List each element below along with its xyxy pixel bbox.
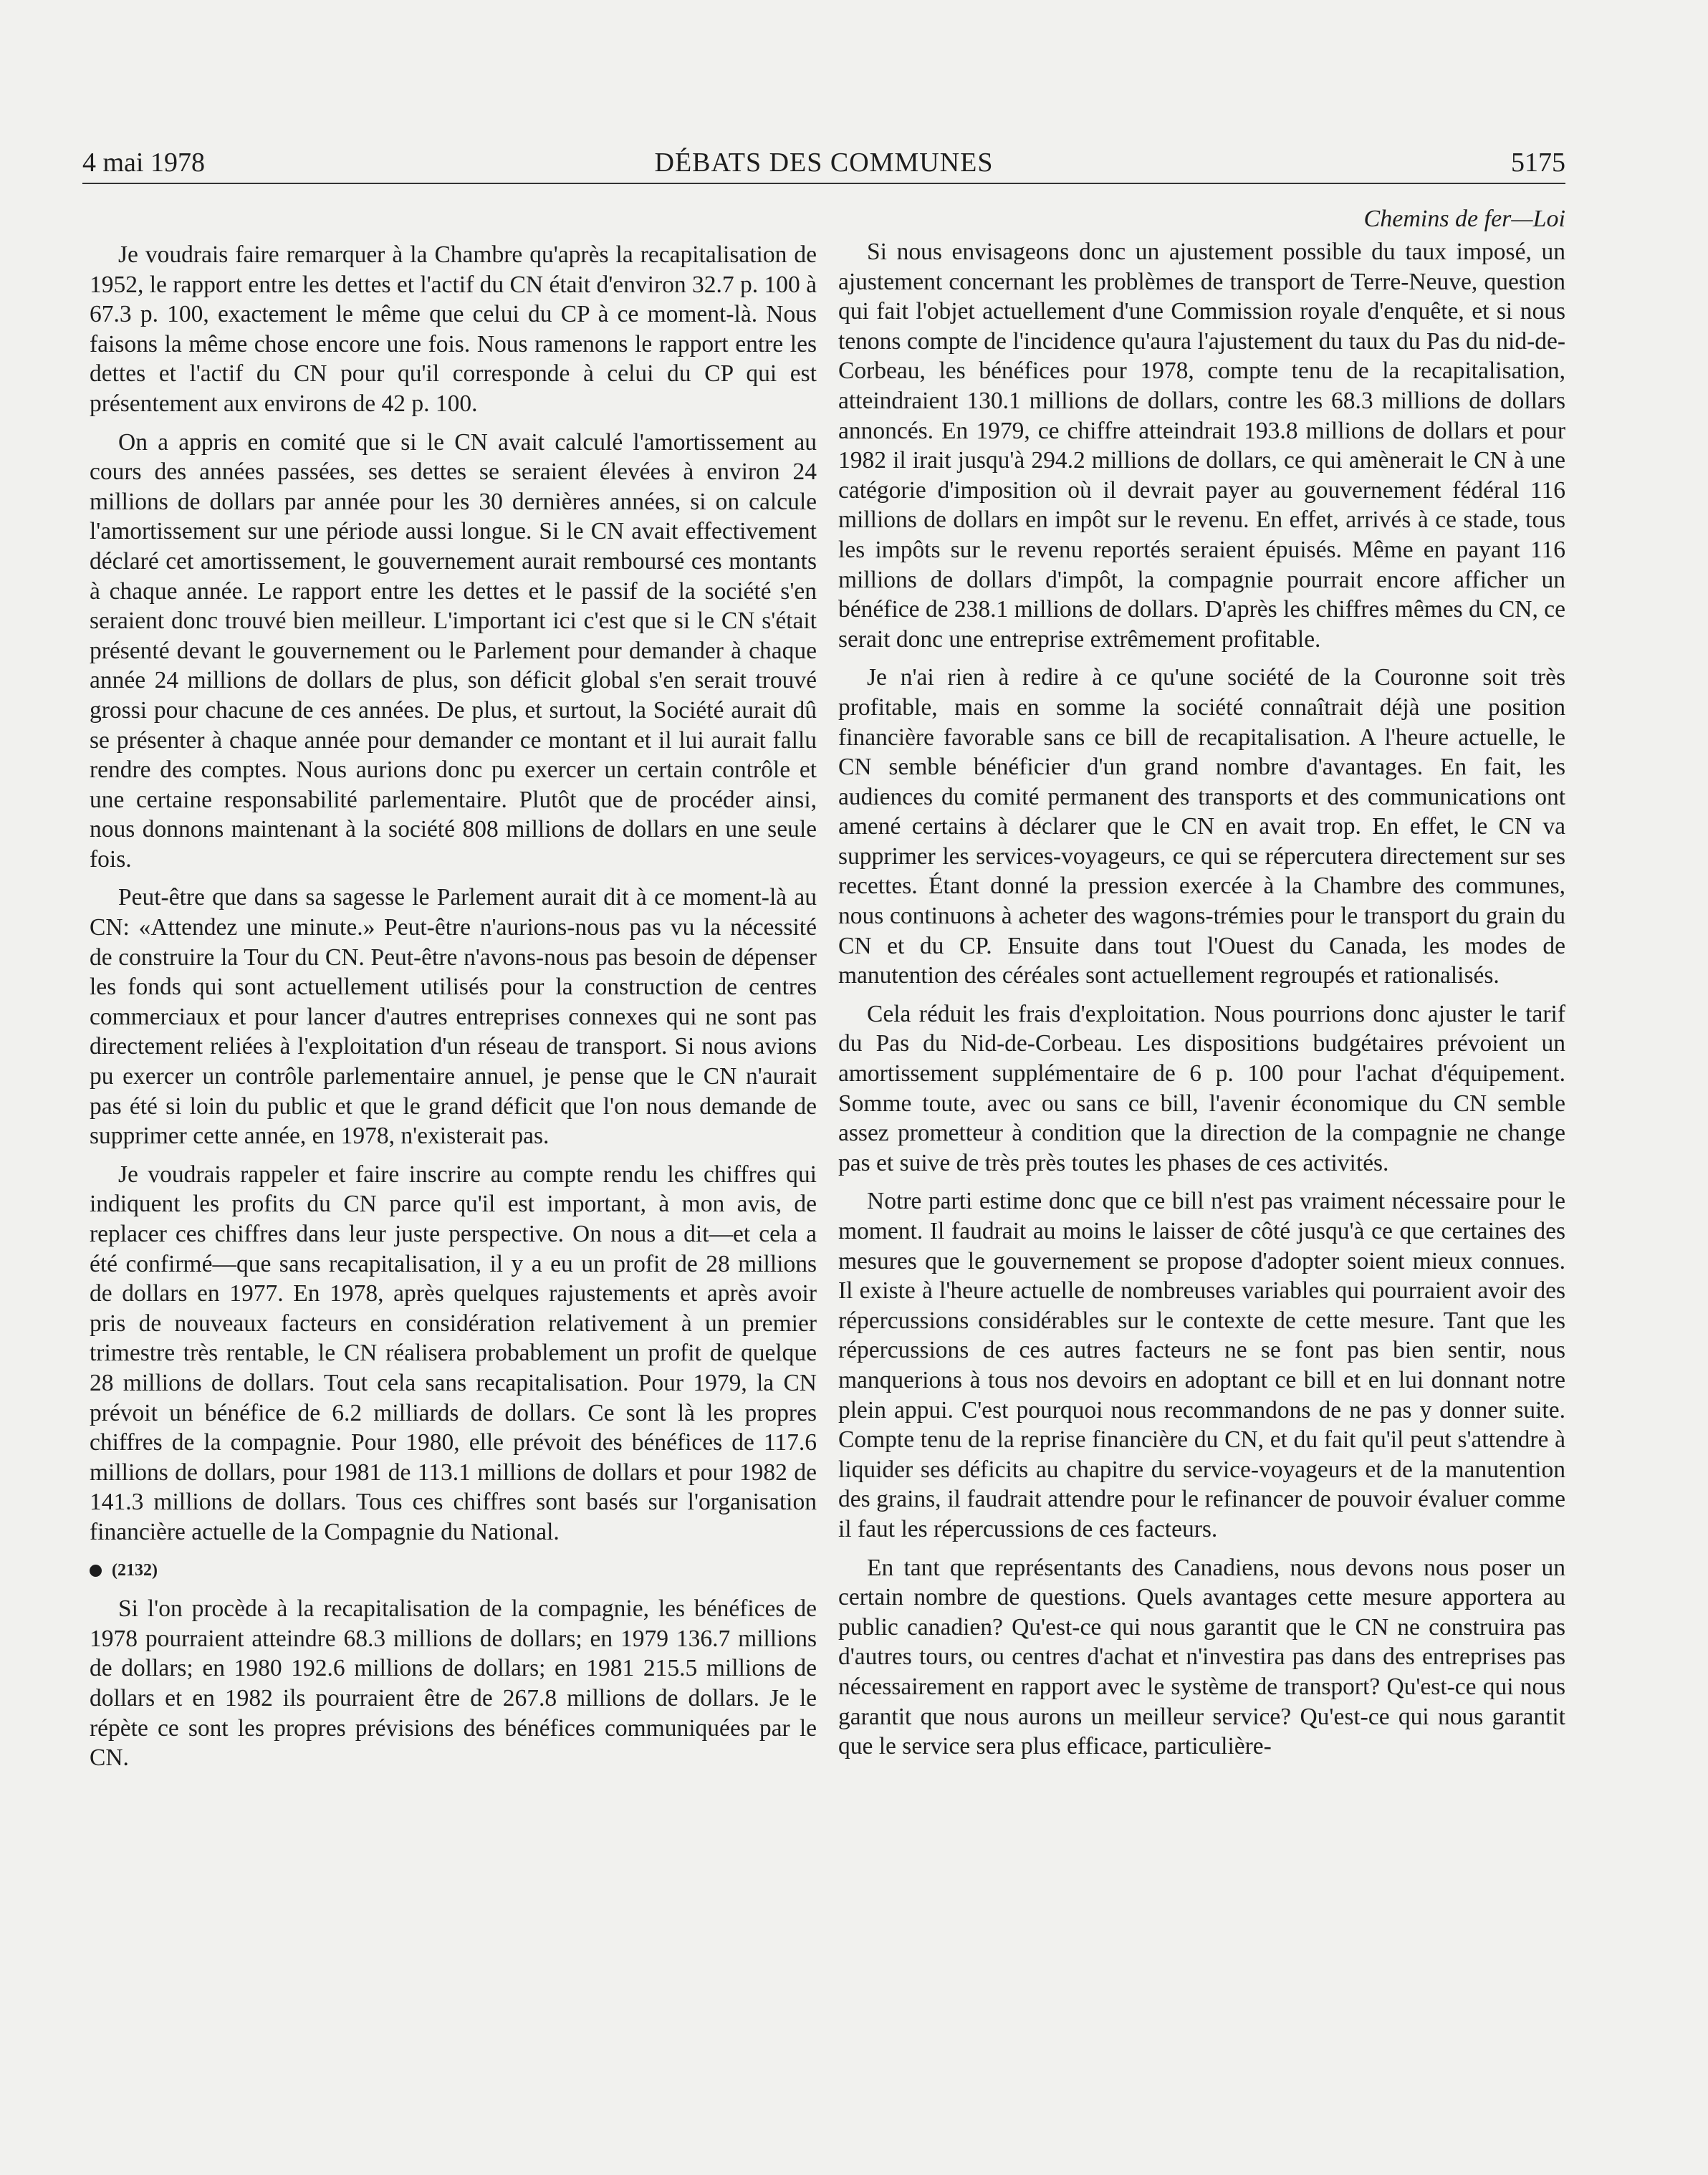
right-column xyxy=(838,204,1565,1770)
paragraph: Peut-être que dans sa sagesse le Parlement aurait dit à ce moment-là au CN: «Attendez une minute.» Peut-être n'aurions-nous pas vu la nécessité de construire la Tour du CN. Peut-être n'avons-nous pas besoin de dépenser les fonds qui sont actuellement utilisés pour la construction de centres commerciaux et pour lancer d'autres entreprises connexes qui ne sont pas directement reliées à l'exploitation d'un réseau de transport. Si nous avions pu exercer un contrôle parlementaire annuel, je pense que le CN n'aurait pas été si loin du public et que le grand déficit que l'on nous demande de supprimer cette année, en 1978, n'existerait pas. xyxy=(90,884,817,1150)
section-title: Chemins de fer—Loi xyxy=(1363,206,1565,232)
paragraph: Je voudrais faire remarquer à la Chambre qu'après la recapitalisation de 1952, le rapport entre les dettes et l'actif du CN était d'environ 32.7 p. 100 à 67.3 p. 100, exactement le même que celui du CP à ce moment-là. Nous faisons la même chose encore une fois. Nous ramenons le rapport entre les dettes et l'actif du CN pour qu'il corresponde à celui du CP qui est présentement aux environs de 42 p. 100. xyxy=(90,241,817,417)
page-header xyxy=(82,147,1565,184)
paragraph: Je voudrais rappeler et faire inscrire au compte rendu les chiffres qui indiquent les profits du CN parce qu'il est important, à mon avis, de replacer ces chiffres dans leur juste perspective. On nous a dit—et cela a été confirmé—que sans recapitalisation, il y a eu un profit de 28 millions de dollars en 1977. En 1978, après quelques rajustements et après avoir pris de nouveaux facteurs en considération relativement à un premier trimestre très rentable, le CN réalisera probablement un profit de quelque 28 millions de dollars. Tout cela sans recapitalisation. Pour 1979, la CN prévoit un bénéfice de 6.2 milliards de dollars. Ce sont là les propres chiffres de la compagnie. Pour 1980, elle prévoit des bénéfices de 117.6 millions de dollars, pour 1981 de 113.1 millions de dollars et pour 1982 de 141.3 millions de dollars. Tous ces chiffres sont basés sur l'organisation financière actuelle de la Compagnie du National. xyxy=(90,1161,817,1545)
paragraph: Notre parti estime donc que ce bill n'est pas vraiment nécessaire pour le moment. Il faudrait au moins le laisser de côté jusqu'à ce que certaines des mesures que le gouvernement se propose d'adopter soient mieux connues. Il existe à l'heure actuelle de nombreuses variables qui pourraient avoir des répercussions considérables sur le contexte de cette mesure. Tant que les répercussions de ces autres facteurs ne se font pas bien sentir, nous manquerions à tous nos devoirs en adoptant ce bill et en lui donnant notre plein appui. C'est pourquoi nous recommandons de ne pas y donner suite. Compte tenu de la reprise financière du CN, et du fait qu'il peut s'attendre à liquider ses déficits au chapitre du service-voyageurs et de la manutention des grains, il faudrait attendre pour le refinancer de pouvoir évaluer comme il faut les répercussions de ces facteurs. xyxy=(838,1188,1565,1542)
time-marker-label: (2132) xyxy=(112,1560,158,1580)
bullet-icon xyxy=(90,1565,102,1577)
left-column xyxy=(90,240,817,1782)
paragraph: On a appris en comité que si le CN avait calculé l'amortissement au cours des années passées, ses dettes se seraient élevées à environ 24 millions de dollars par année pour les 30 dernières années, si on calcule l'amortissement sur une période aussi longue. Si le CN avait effectivement déclaré cet amortissement, le gouvernement aurait remboursé ces montants à chaque année. Le rapport entre les dettes et le passif de la société s'en seraient donc trouvé bien meilleur. L'important ici c'est que si le CN s'était présenté devant le gouvernement ou le Parlement pour demander à chaque année 24 millions de dollars de plus, son déficit global s'en serait trouvé grossi pour chacune de ces années. De plus, et surtout, la Société aurait dû se présenter à chaque année pour demander ce montant et il lui aurait fallu rendre des comptes. Nous aurions donc pu exercer un certain contrôle et une certaine responsabilité parlementaire. Plutôt que de procéder ainsi, nous donnons maintenant à la société 808 millions de dollars en une seule fois. xyxy=(90,428,817,873)
time-marker xyxy=(90,1556,817,1586)
page-number: 5175 xyxy=(1511,148,1565,178)
paragraph: Je n'ai rien à redire à ce qu'une société de la Couronne soit très profitable, mais en somme la société connaîtrait déjà une position financière favorable sans ce bill de recapitalisation. A l'heure actuelle, le CN semble bénéficier d'un grand nombre d'avantages. En fait, les audiences du comité permanent des transports et des communications ont amené certains à déclarer que le CN en avait trop. En effet, le CN va supprimer les services-voyageurs, ce qui se répercutera directement sur ses recettes. Étant donné la pression exercée à la Chambre des communes, nous continuons à acheter des wagons-trémies pour le transport du grain du CN et du CP. Ensuite dans tout l'Ouest du Canada, les modes de manutention des céréales sont actuellement regroupés et rationalisés. xyxy=(838,664,1565,989)
issue-date: 4 mai 1978 xyxy=(82,148,205,178)
paragraph: Si nous envisageons donc un ajustement possible du taux imposé, un ajustement concernant les problèmes de transport de Terre-Neuve, question qui fait l'objet actuellement d'une Commission royale d'enquête, et si nous tenons compte de l'incidence qu'aura l'ajustement du taux du Pas du nid-de-Corbeau, les bénéfices pour 1978, compte tenu de la recapitalisation, atteindraient 130.1 millions de dollars, contre les 68.3 millions de dollars annoncés. En 1979, ce chiffre atteindrait 193.8 millions de dollars et pour 1982 il irait jusqu'à 294.2 millions de dollars, ce qui amènerait le CN à une catégorie d'imposition où il devrait payer au gouvernement fédéral 116 millions de dollars en impôt sur le revenu. En effet, arrivés à ce stade, tous les impôts sur le revenu reportés seraient épuisés. Même en payant 116 millions de dollars d'impôt, la compagnie pourrait encore afficher un bénéfice de 238.1 millions de dollars. D'après les chiffres mêmes du CN, ce serait donc une entreprise extrêmement profitable. xyxy=(838,239,1565,653)
publication-title: DÉBATS DES COMMUNES xyxy=(654,148,994,178)
paragraph: En tant que représentants des Canadiens, nous devons nous poser un certain nombre de questions. Quels avantages cette mesure apportera au public canadien? Qu'est-ce qui nous garantit que le CN ne construira pas d'autres tours, ou centres d'achat et n'investira pas dans des entreprises pas nécessairement en rapport avec le système de transport? Qu'est-ce qui nous garantit que nous aurons un meilleur service? Qu'est-ce qui nous garantit que le service sera plus efficace, particulière- xyxy=(838,1554,1565,1760)
paragraph: Si l'on procède à la recapitalisation de la compagnie, les bénéfices de 1978 pourraient atteindre 68.3 millions de dollars; en 1979 136.7 millions de dollars; en 1980 192.6 millions de dollars; en 1981 215.5 millions de dollars et en 1982 ils pourraient être de 267.8 millions de dollars. Je le répète ce sont les propres prévisions des bénéfices communiquées par le CN. xyxy=(90,1595,817,1772)
paragraph: Cela réduit les frais d'exploitation. Nous pourrions donc ajuster le tarif du Pas du Nid-de-Corbeau. Les dispositions budgétaires prévoient un amortissement supplémentaire de 6 p. 100 pour l'achat d'équipement. Somme toute, avec ou sans ce bill, l'avenir économique du CN semble assez prometteur à condition que la direction de la compagnie ne change pas et suive de très près toutes les phases de ces activités. xyxy=(838,1000,1565,1176)
